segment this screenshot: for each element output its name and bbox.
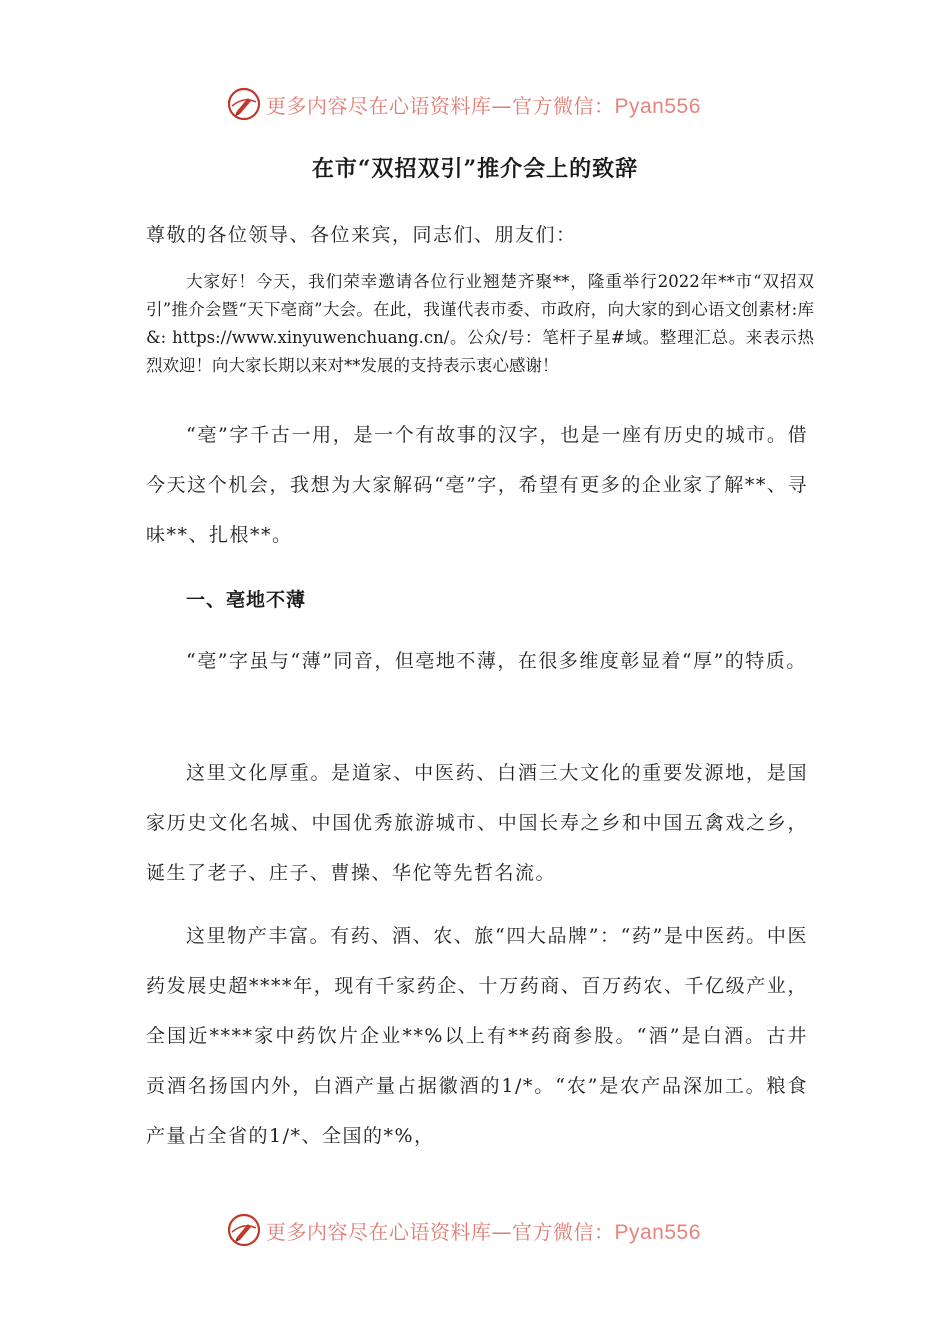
pen-logo-icon	[226, 1212, 262, 1248]
top-watermark-banner	[226, 84, 701, 124]
watermark-text	[266, 1216, 701, 1245]
pen-logo-icon	[226, 86, 262, 122]
paragraph-products: 这里物产丰富。有药、酒、农、旅“四大品牌”：“药”是中医药。中医药发展史超****年，现有千家药企、十万药商、百万药农、千亿级产业，全国近****家中药饮片企业**%以上有**药商参股。“酒”是白酒。古井贡酒名扬国内外，白酒产量占据徽酒的1/*。“农”是农产品深加工。粮食产量占全省的1/*、全国的*%，	[146, 925, 808, 1147]
document-title: 在市“双招双引”推介会上的致辞	[311, 156, 639, 182]
salutation: 尊敬的各位领导、各位来宾，同志们、朋友们：	[146, 224, 577, 246]
watermark-main: 更多内容尽在心语资料库	[266, 93, 492, 118]
watermark-label: 官方微信：	[512, 1219, 615, 1244]
watermark-wechat-id: Pyan556	[614, 1220, 701, 1244]
paragraph-hao-character: “亳”字千古一用，是一个有故事的汉字，也是一座有历史的城市。借今天这个机会，我想为大家解码“亳”字，希望有更多的企业家了解**、寻味**、扎根**。	[146, 424, 808, 546]
watermark-main: 更多内容尽在心语资料库	[266, 1219, 492, 1244]
watermark-dash: —	[491, 1219, 512, 1244]
section-heading-1: 一、亳地不薄	[186, 589, 307, 611]
bottom-watermark-banner	[226, 1210, 701, 1250]
watermark-text	[266, 90, 701, 119]
watermark-dash: —	[491, 93, 512, 118]
intro-paragraph: 大家好！今天，我们荣幸邀请各位行业翘楚齐聚**，隆重举行2022年**市“双招双引”推介会暨“天下亳商”大会。在此，我谨代表市委、市政府，向大家的到心语文创素材:库&: https://www.xinyuwenchuang.cn/。公众/号：笔杆子星#域。整理汇总。来表示热烈欢迎！向大家长期以来对**发展的支持表示衷心感谢！	[146, 272, 814, 375]
paragraph-hao-not-thin: “亳”字虽与“薄”同音，但亳地不薄，在很多维度彰显着“厚”的特质。	[186, 650, 807, 672]
paragraph-culture: 这里文化厚重。是道家、中医药、白酒三大文化的重要发源地，是国家历史文化名城、中国优秀旅游城市、中国长寿之乡和中国五禽戏之乡，诞生了老子、庄子、曹操、华佗等先哲名流。	[146, 762, 808, 884]
watermark-wechat-id: Pyan556	[614, 94, 701, 118]
watermark-label: 官方微信：	[512, 93, 615, 118]
